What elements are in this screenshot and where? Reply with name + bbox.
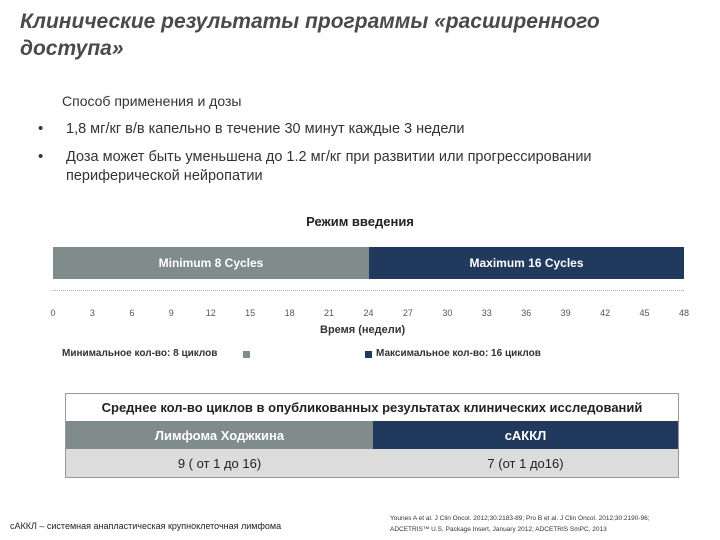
references-footnote <box>390 513 710 535</box>
bullet-text-2a: Доза может быть уменьшена до 1.2 мг/кг при развитии или прогрессировании <box>66 149 592 165</box>
reference-line-2: ADCETRIS™ U.S. Package Insert, January 2012; ADCETRIS SmPC, 2013 <box>390 526 607 533</box>
week-tick: 39 <box>560 308 571 318</box>
legend-max-label: Максимальное кол-во: 16 циклов <box>376 348 541 359</box>
slide-title <box>20 8 660 62</box>
bullet-text-1: 1,8 мг/кг в/в капельно в течение 30 минут каждые 3 недели <box>66 121 465 137</box>
abbreviation-footnote: сАККЛ – системная анапластическая крупноклеточная лимфома <box>10 521 282 531</box>
legend-min-swatch <box>243 351 250 358</box>
cycle-bar <box>53 247 684 279</box>
regime-title: Режим введения <box>306 214 414 229</box>
min-cycles-segment: Minimum 8 Cycles <box>53 247 369 279</box>
week-tick: 30 <box>442 308 453 318</box>
week-tick: 42 <box>600 308 611 318</box>
week-tick: 18 <box>284 308 295 318</box>
week-tick: 33 <box>481 308 492 318</box>
legend-min-label: Минимальное кол-во: 8 циклов <box>62 348 218 359</box>
value-hodgkin: 9 ( от 1 до 16) <box>66 449 373 477</box>
axis-label: Время (недели) <box>320 324 406 336</box>
week-tick: 21 <box>324 308 335 318</box>
reference-line-1: Younes A et al. J Clin Oncol. 2012;30:2183-89; Pro B et al. J Clin Oncol. 2012;30:2190-96; <box>390 515 650 522</box>
week-tick: 36 <box>521 308 532 318</box>
week-tick: 0 <box>50 308 56 318</box>
col-hodgkin: Лимфома Ходжкина <box>66 421 373 449</box>
value-sallcl: 7 (от 1 до16) <box>373 449 678 477</box>
title-line-2: доступа» <box>20 37 124 60</box>
legend-max-swatch <box>365 351 372 358</box>
table-caption: Среднее кол-во циклов в опубликованных результатах клинических исследований <box>66 394 678 421</box>
bullet-marker-2: • <box>38 148 44 165</box>
week-tick: 48 <box>678 308 689 318</box>
week-axis <box>53 290 684 295</box>
bullet-marker-1: • <box>38 120 44 137</box>
title-line-1: Клинические результаты программы «расширенного <box>20 10 600 33</box>
max-cycles-segment: Maximum 16 Cycles <box>369 247 684 279</box>
week-tick: 45 <box>639 308 650 318</box>
week-tick: 3 <box>89 308 95 318</box>
week-tick: 6 <box>129 308 135 318</box>
dosing-subheading: Способ применения и дозы <box>62 93 242 109</box>
bullet-text-2b: периферической нейропатии <box>66 168 263 184</box>
table-header-row <box>66 421 678 449</box>
col-sallcl: сАККЛ <box>373 421 678 449</box>
week-tick: 24 <box>363 308 374 318</box>
week-tick: 15 <box>245 308 256 318</box>
week-tick: 12 <box>205 308 216 318</box>
table-row <box>66 449 678 477</box>
cycles-table <box>65 393 679 478</box>
week-tick: 27 <box>402 308 413 318</box>
week-tick: 9 <box>168 308 174 318</box>
